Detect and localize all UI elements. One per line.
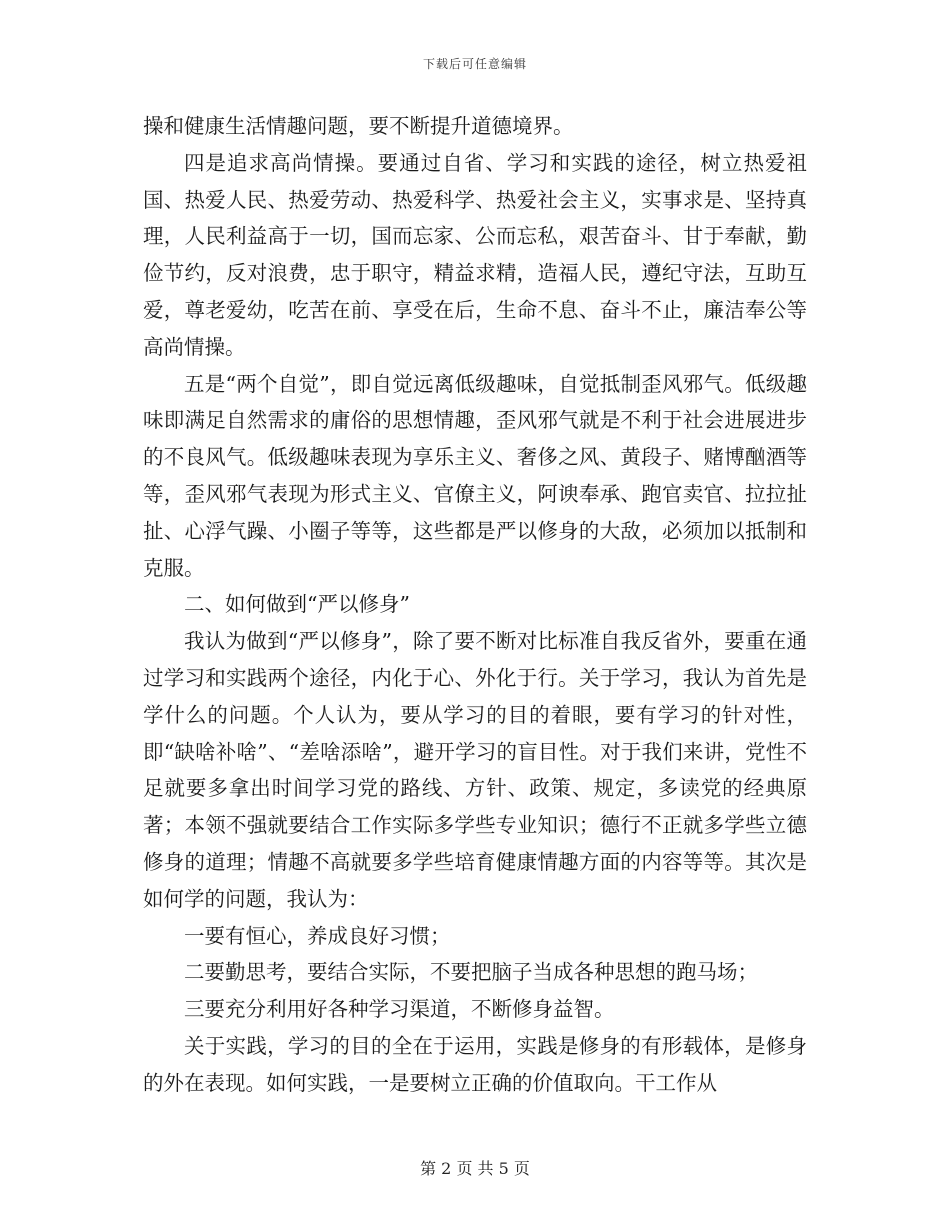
paragraph-point-five: 五是“两个自觉”，即自觉远离低级趣味，自觉抵制歪风邪气。低级趣味即满足自然需求的庸俗的思想情趣，歪风邪气就是不利于社会进展进步的不良风气。低级趣味表现为享乐主义、奢侈之风、黄段子、赌博酗酒等等，歪风邪气表现为形式主义、官僚主义，阿谀奉承、跑官卖官、拉拉扯扯、心浮气躁、小圈子等等，这些都是严以修身的大敌，必须加以抵制和克服。 [143,371,807,580]
list-item-one: 一要有恒心，养成良好习惯； [184,923,451,948]
paragraph-point-four: 四是追求高尚情操。要通过自省、学习和实践的途径，树立热爱祖国、热爱人民、热爱劳动、热爱科学、热爱社会主义，实事求是、坚持真理，人民利益高于一切，国而忘家、公而忘私，艰苦奋斗、甘于奉献，勤俭节约，反对浪费，忠于职守，精益求精，造福人民，遵纪守法，互助互爱，尊老爱幼，吃苦在前、享受在后，生命不息、奋斗不止，廉洁奉公等高尚情操。 [143,150,807,359]
page-number: 第 2 页 共 5 页 [420,1159,530,1178]
paragraph-learning: 我认为做到“严以修身”，除了要不断对比标准自我反省外，要重在通过学习和实践两个途径，内化于心、外化于行。关于学习，我认为首先是学什么的问题。个人认为，要从学习的目的着眼，要有学习的针对性，即“缺啥补啥”、“差啥添啥”，避开学习的盲目性。对于我们来讲，党性不足就要多拿出时间学习党的路线、方针、政策、规定，多读党的经典原著；本领不强就要结合工作实际多学些专业知识；德行不正就多学些立德修身的道理；情趣不高就要多学些培育健康情趣方面的内容等等。其次是如何学的问题，我认为： [143,629,807,911]
page-header: 下载后可任意编辑 [422,57,527,71]
document-body [143,108,807,1102]
list-item-three: 三要充分利用好各种学习渠道，不断修身益智。 [184,997,615,1022]
section-heading: 二、如何做到“严以修身” [184,592,410,617]
paragraph-continuation: 操和健康生活情趣问题，要不断提升道德境界。 [143,114,574,138]
list-item-two: 二要勤思考，要结合实际，不要把脑子当成各种思想的跑马场； [184,960,758,985]
paragraph-practice: 关于实践，学习的目的全在于运用，实践是修身的有形载体，是修身的外在表现。如何实践，一是要树立正确的价值取向。干工作从 [143,1033,807,1095]
